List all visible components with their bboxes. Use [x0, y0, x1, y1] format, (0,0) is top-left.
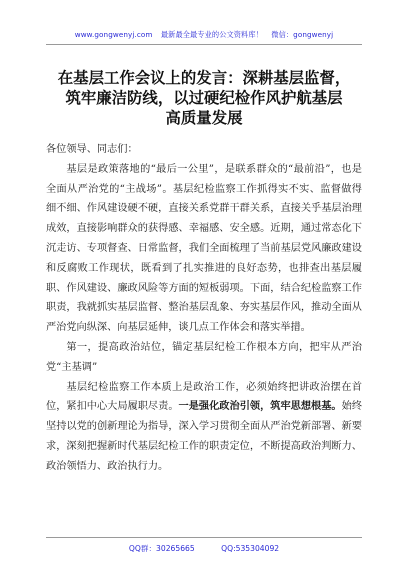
footer-banner	[0, 543, 408, 554]
footer-divider	[46, 537, 362, 538]
header-divider	[46, 44, 362, 45]
header-wechat: 微信：gongwenyj	[271, 30, 334, 39]
salutation: 各位领导、同志们：	[46, 144, 138, 155]
header-banner	[0, 30, 408, 40]
document-title	[46, 68, 362, 128]
title-line-2: 筑牢廉洁防线，以过硬纪检作风护航基层	[65, 89, 343, 107]
paragraph-section-1-rest: 始终坚持以党的创新理论为指导，深入学习贯彻全面从严治党新部署、新要求，深刻把握新时代基层纪检工作的职责定位，不断提高政治判断力、政治领悟力、政治执行力。	[46, 401, 363, 472]
title-line-1: 在基层工作会议上的发言：深耕基层监督，	[57, 69, 351, 87]
document-body	[46, 140, 362, 477]
header-slogan: 最新最全最专业的公文资料库！	[160, 30, 263, 39]
footer-qq-group: QQ群：30265665	[128, 544, 195, 553]
paragraph-section-1-bold-point: 一是强化政治引领，筑牢思想根基。	[178, 400, 342, 413]
section-heading-1: 第一，提高政治站位，锚定基层纪检工作根本方向，把牢从严治党“主基调”	[46, 341, 362, 373]
header-site-link[interactable]: www.gongwenyj.com	[74, 30, 153, 39]
title-line-3: 高质量发展	[165, 109, 243, 127]
paragraph-intro: 基层是政策落地的“最后一公里”，是联系群众的“最前沿”，也是全面从严治党的“主战场”。基层纪检监察工作抓得实不实、监督做得细不细、作风建设硬不硬，直接关系党群干群关系，直接关乎基层治理成效，直接影响群众的获得感、幸福感、安全感。近期，通过常态化下沉走访、专项督查、日常监督，我们全面梳理了当前基层党风廉政建设和反腐败工作现状，既看到了扎实推进的良好态势，也排查出基层履职、作风建设、廉政风险等方面的短板弱项。下面，结合纪检监察工作职责，我就抓实基层监督、整治基层乱象、夯实基层作风，推动全面从严治党向纵深、向基层延伸，谈几点工作体会和落实举措。	[46, 163, 362, 334]
paragraph-section-1-lead: 基层纪检监察工作本质上是政治工作，必须始终把讲政治摆在首位，紧扣中心大局履职尽责。	[46, 381, 362, 413]
footer-qq: QQ:535304092	[221, 544, 280, 553]
paragraph-section-1	[46, 378, 362, 477]
